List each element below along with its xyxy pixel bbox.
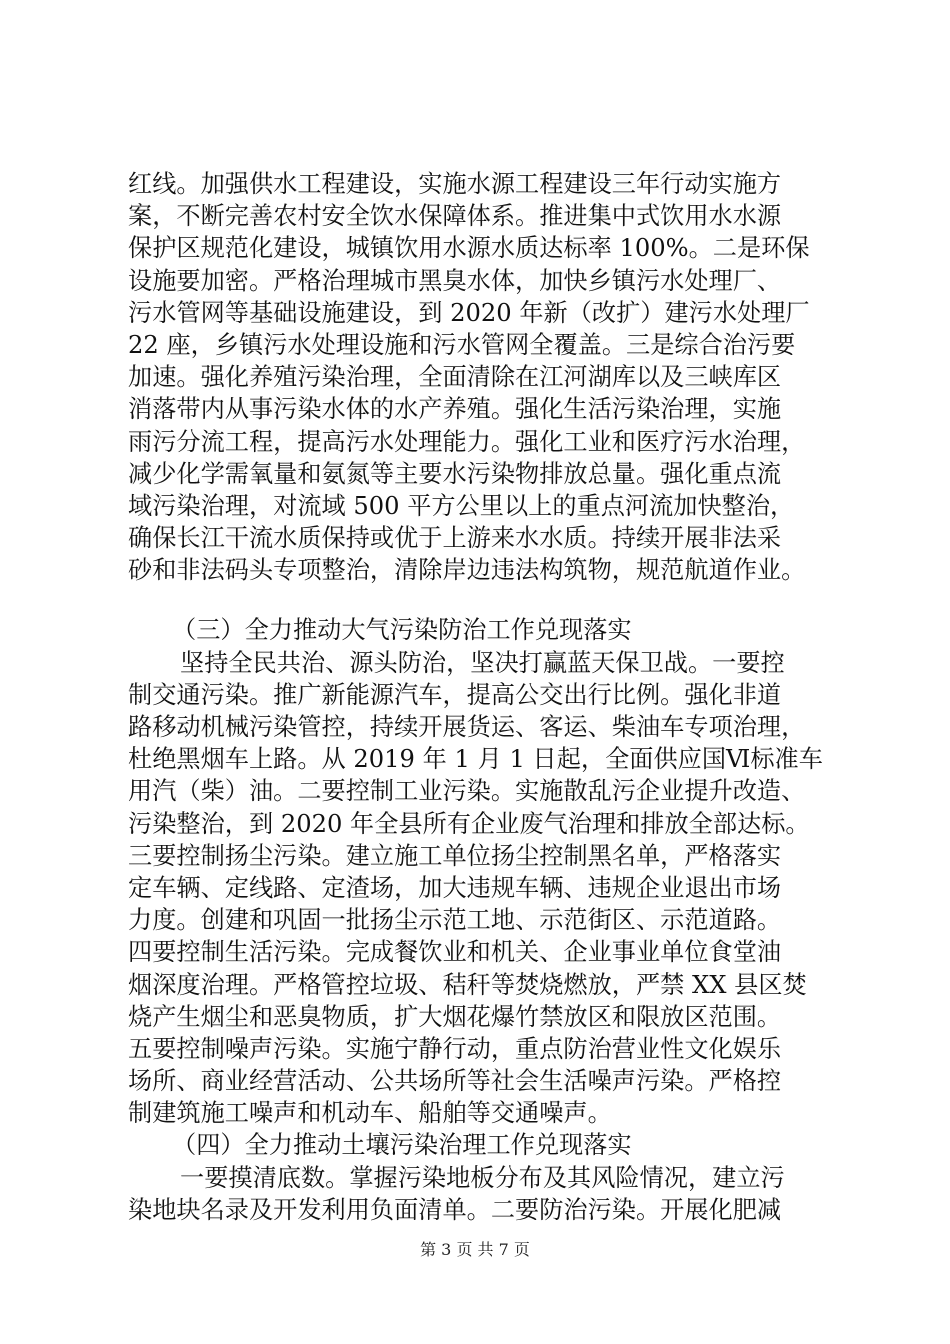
text-line: 三要控制扬尘污染。建立施工单位扬尘控制黑名单，严格落实	[128, 841, 782, 870]
text-line: 红线。加强供水工程建设，实施水源工程建设三年行动实施方	[128, 170, 782, 198]
text-line: 五要控制噪声污染。实施宁静行动，重点防治营业性文化娱乐	[128, 1034, 782, 1063]
section-heading-air: （三）全力推动大气污染防治工作兑现落实	[172, 616, 632, 645]
text-line: 22 座，乡镇污水处理设施和污水管网全覆盖。三是综合治污要	[128, 330, 796, 359]
text-line: 案，不断完善农村安全饮水保障体系。推进集中式饮用水水源	[128, 202, 782, 231]
text-line: 一要摸清底数。掌握污染地板分布及其风险情况，建立污	[180, 1163, 785, 1192]
paragraph-air	[128, 647, 828, 1130]
text-line: 消落带内从事污染水体的水产养殖。强化生活污染治理，实施	[128, 395, 782, 424]
page-footer: 第 3 页 共 7 页	[420, 1240, 530, 1259]
text-line: 污染整治，到 2020 年全县所有企业废气治理和排放全部达标。	[128, 809, 810, 838]
paragraph-soil	[128, 1162, 828, 1226]
text-line: 保护区规范化建设，城镇饮用水源水质达标率 100%。二是环保	[128, 234, 810, 263]
text-line: 用汽（柴）油。二要控制工业污染。实施散乱污企业提升改造、	[128, 777, 806, 806]
text-line: 设施要加密。严格治理城市黑臭水体，加快乡镇污水处理厂、	[128, 266, 782, 295]
text-line: 定车辆、定线路、定渣场，加大违规车辆、违规企业退出市场	[128, 873, 782, 902]
text-line: 四要控制生活污染。完成餐饮业和机关、企业事业单位食堂油	[128, 938, 782, 967]
text-line: 雨污分流工程，提高污水处理能力。强化工业和医疗污水治理，	[128, 427, 806, 456]
text-line: 污水管网等基础设施建设，到 2020 年新（改扩）建污水处理厂	[128, 298, 810, 327]
document-body	[128, 168, 828, 1226]
text-line: 染地块名录及开发利用负面清单。二要防治污染。开展化肥减	[128, 1195, 782, 1224]
text-line: 砂和非法码头专项整治，清除岸边违法构筑物，规范航道作业。	[128, 556, 806, 585]
text-line: 制交通污染。推广新能源汽车，提高公交出行比例。强化非道	[128, 680, 782, 709]
text-line: 烧产生烟尘和恶臭物质，扩大烟花爆竹禁放区和限放区范围。	[128, 1002, 782, 1031]
text-line: 杜绝黑烟车上路。从 2019 年 1 月 1 日起，全面供应国Ⅵ标准车	[128, 745, 823, 774]
text-line: 域污染治理，对流域 500 平方公里以上的重点河流加快整治，	[128, 491, 795, 520]
text-line: 制建筑施工噪声和机动车、船舶等交通噪声。	[128, 1099, 612, 1128]
paragraph-water-continued	[128, 168, 828, 586]
text-line: 路移动机械污染管控，持续开展货运、客运、柴油车专项治理，	[128, 713, 806, 741]
text-line: 坚持全民共治、源头防治，坚决打赢蓝天保卫战。一要控	[180, 648, 785, 677]
text-line: 减少化学需氧量和氨氮等主要水污染物排放总量。强化重点流	[128, 459, 782, 488]
text-line: 力度。创建和巩固一批扬尘示范工地、示范街区、示范道路。	[128, 906, 782, 935]
text-line: 烟深度治理。严格管控垃圾、秸秆等焚烧燃放，严禁 XX 县区焚	[128, 970, 807, 999]
text-line: 场所、商业经营活动、公共场所等社会生活噪声污染。严格控	[128, 1067, 782, 1096]
text-line: 确保长江干流水质保持或优于上游来水水质。持续开展非法采	[128, 524, 782, 553]
paragraph-spacer	[128, 586, 828, 614]
text-line: 加速。强化养殖污染治理，全面清除在江河湖库以及三峡库区	[128, 363, 782, 392]
section-heading-soil: （四）全力推动土壤污染治理工作兑现落实	[172, 1131, 632, 1160]
